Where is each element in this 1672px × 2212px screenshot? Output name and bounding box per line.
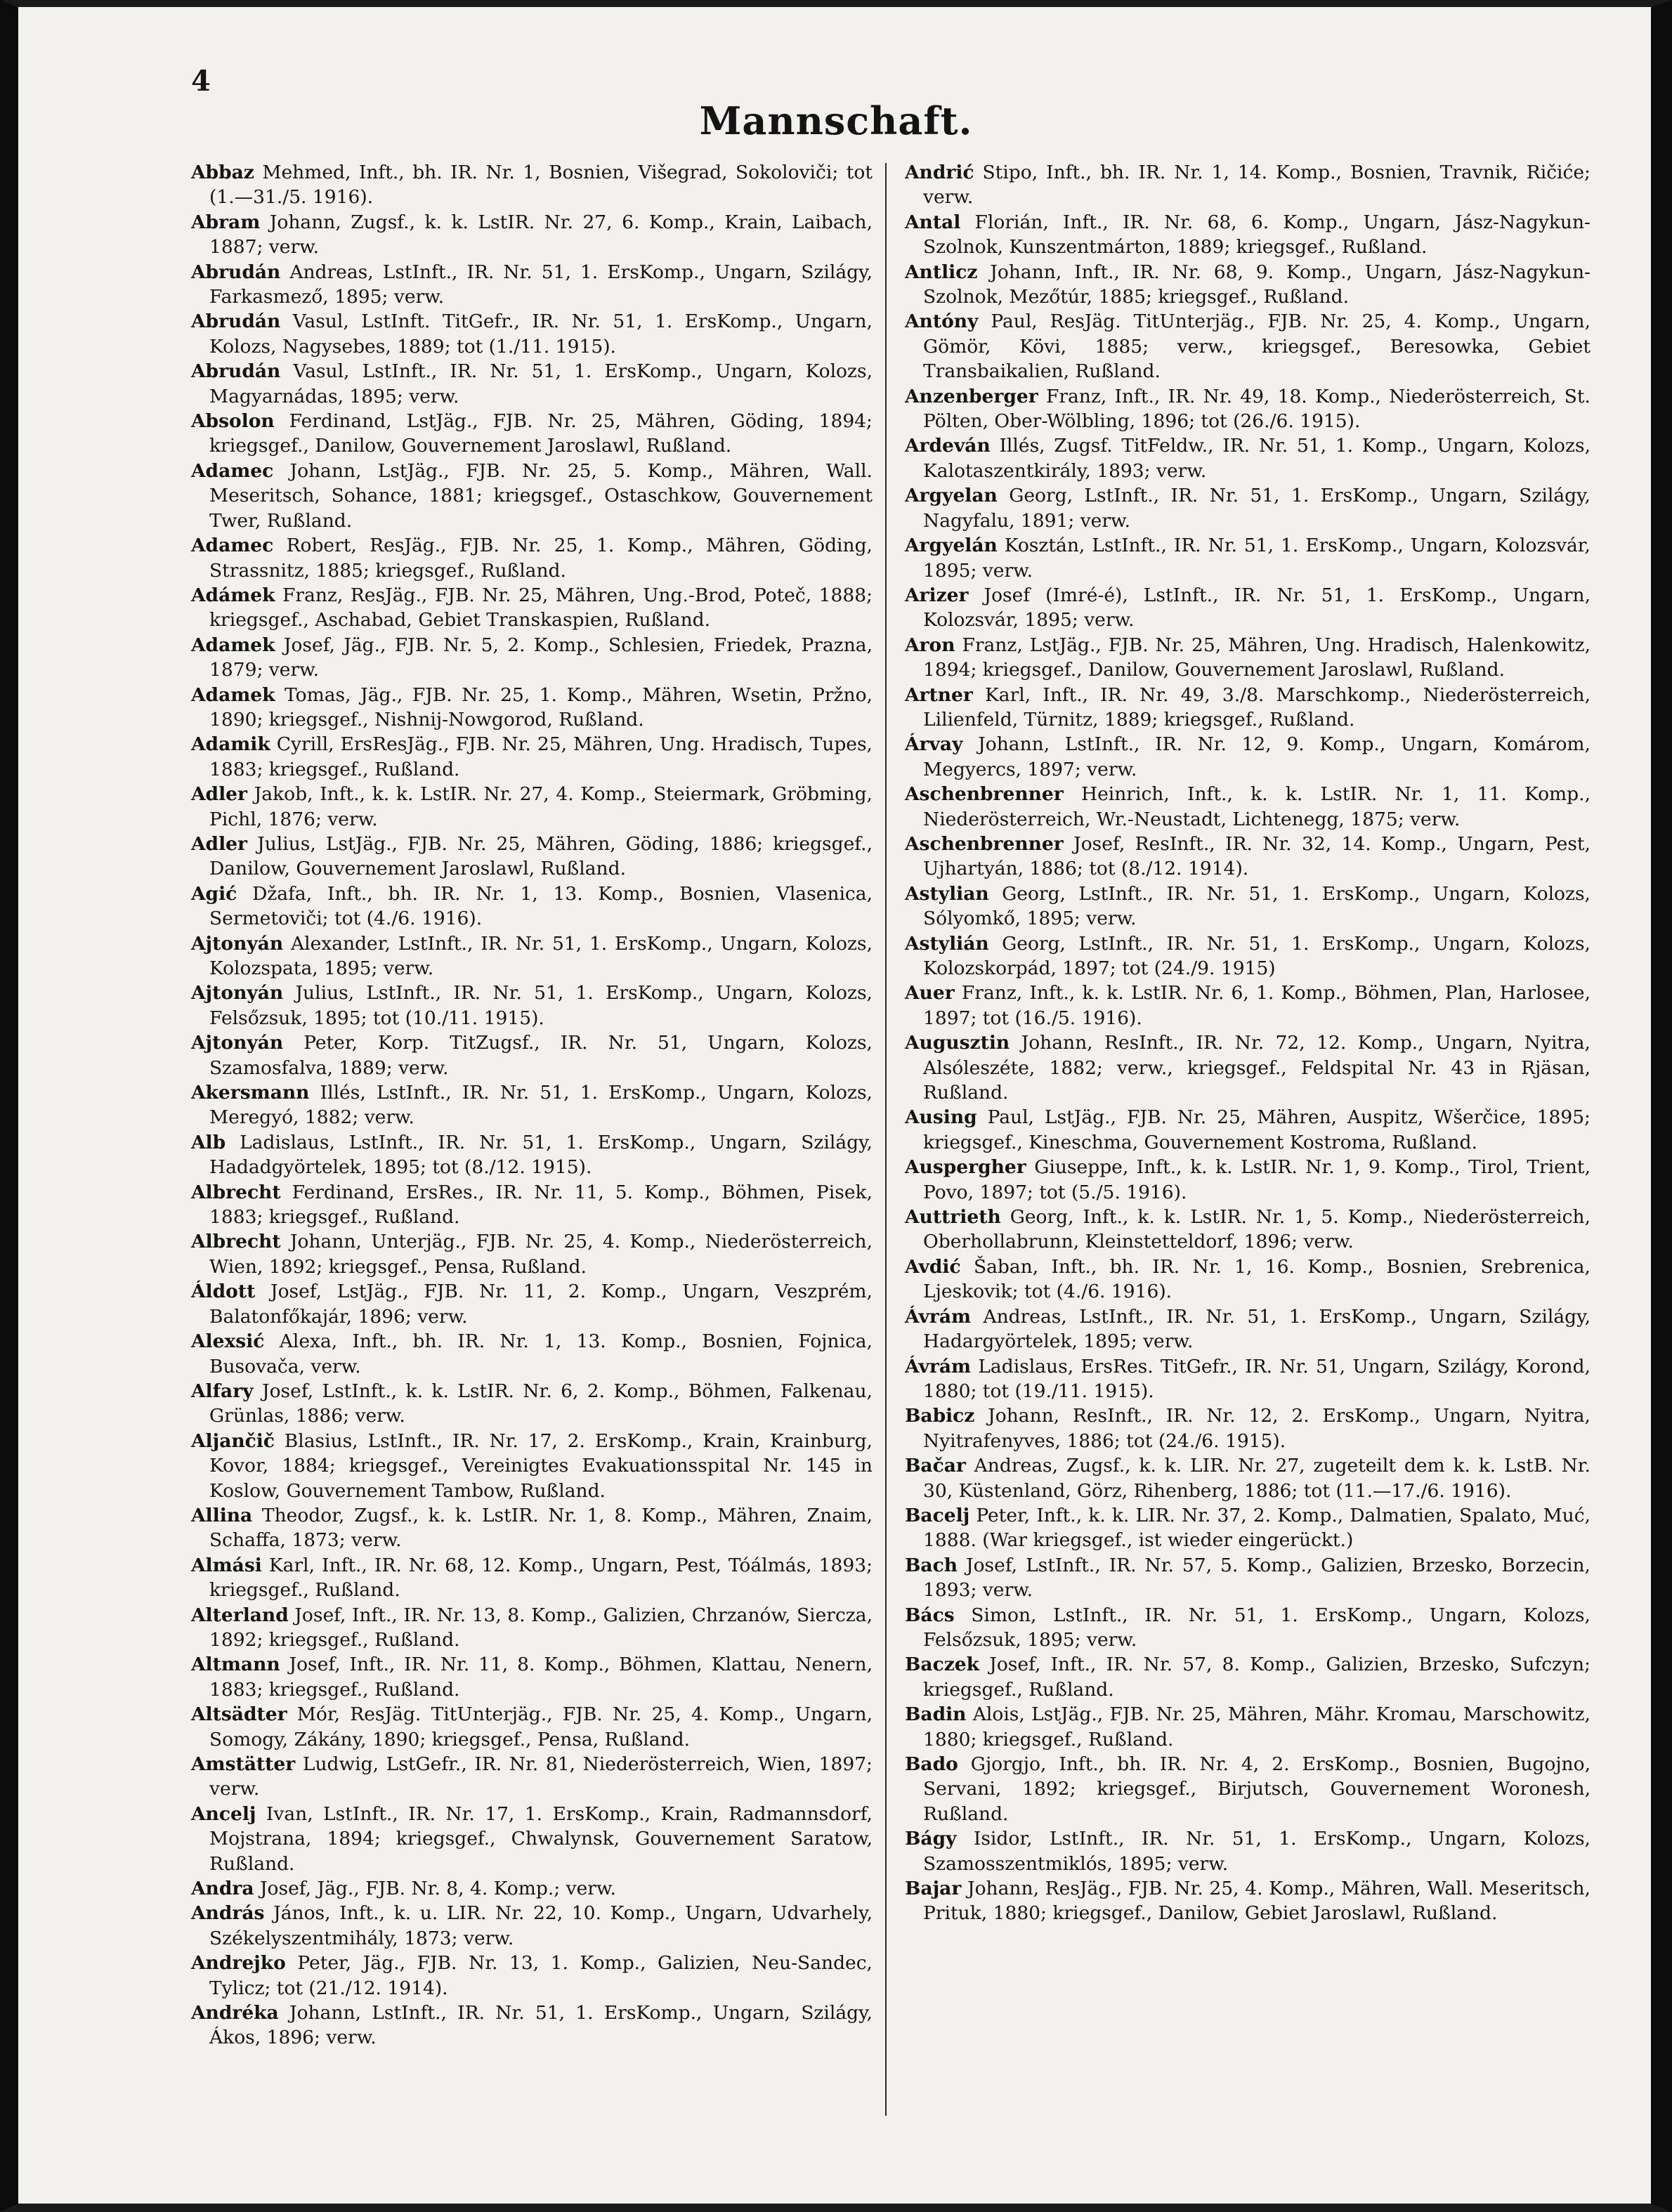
entry-surname: Antóny xyxy=(905,310,979,333)
entry-surname: Badin xyxy=(905,1703,967,1726)
entry-details: Džafa, Inft., bh. IR. Nr. 1, 13. Komp., Bosnien, Vlasenica, Sermetoviči; tot (4./6. 1916). xyxy=(209,882,873,930)
entry-surname: Arizer xyxy=(905,584,969,606)
entry-surname: András xyxy=(191,1902,265,1925)
entry-surname: Andréka xyxy=(191,2002,279,2024)
entry-details: Mehmed, Inft., bh. IR. Nr. 1, Bosnien, Višegrad, Sokoloviči; tot (1.—31./5. 1916). xyxy=(209,162,873,209)
entry-surname: Bacelj xyxy=(905,1504,970,1526)
roster-entry xyxy=(191,1080,873,1130)
entry-surname: Altmann xyxy=(191,1654,280,1676)
entry-details: Johann, Unterjäg., FJB. Nr. 25, 4. Komp., Niederösterreich, Wien, 1892; kriegsgef., Pensa, Rußland. xyxy=(209,1231,873,1278)
entry-surname: Aron xyxy=(905,634,955,656)
roster-entry xyxy=(905,732,1591,782)
roster-entry xyxy=(191,1702,873,1752)
entry-details: Ivan, LstInft., IR. Nr. 17, 1. ErsKomp., Krain, Radmannsdorf, Mojstrana, 1894; kriegsgef., Chwalynsk, Gouvernement Saratow, Rußland. xyxy=(209,1802,873,1875)
roster-entry xyxy=(905,1255,1591,1304)
roster-entry xyxy=(191,931,873,981)
entry-surname: Argyelán xyxy=(905,535,998,557)
roster-entry xyxy=(905,1752,1591,1826)
roster-entry xyxy=(191,1951,873,2001)
roster-entry xyxy=(905,260,1591,310)
entry-details: Johann, ResJäg., FJB. Nr. 25, 4. Komp., Mähren, Wall. Meseritsch, Prituk, 1880; kriegsgef., Danilow, Gebiet Jaroslawl, Rußland. xyxy=(923,1878,1591,1925)
entry-details: Isidor, LstInft., IR. Nr. 51, 1. ErsKomp., Ungarn, Kolozs, Szamosszentmiklós, 1895; verw. xyxy=(923,1828,1591,1875)
entry-surname: Adler xyxy=(191,783,247,806)
roster-entry xyxy=(905,931,1591,981)
entry-details: Simon, LstInft., IR. Nr. 51, 1. ErsKomp., Ungarn, Kolozs, Felsőzsuk, 1895; verw. xyxy=(923,1604,1591,1651)
entry-details: Illés, LstInft., IR. Nr. 51, 1. ErsKomp., Ungarn, Kolozs, Meregyó, 1882; verw. xyxy=(209,1082,873,1129)
entry-surname: Baczek xyxy=(905,1654,979,1676)
entry-details: Illés, Zugsf. TitFeldw., IR. Nr. 51, 1. Komp., Ungarn, Kolozs, Kalotaszentkirály, 1893; verw. xyxy=(923,435,1591,482)
roster-entry xyxy=(191,409,873,459)
roster-entry xyxy=(905,433,1591,483)
entry-details: Josef (Imré-é), LstInft., IR. Nr. 51, 1. ErsKomp., Ungarn, Kolozsvár, 1895; verw. xyxy=(923,584,1591,631)
roster-entry xyxy=(191,732,873,782)
entry-surname: Antlicz xyxy=(905,261,978,283)
roster-entry xyxy=(905,1205,1591,1255)
entry-surname: Andrić xyxy=(905,162,974,183)
roster-entry xyxy=(191,260,873,310)
entry-details: Josef, ResInft., IR. Nr. 32, 14. Komp., Ungarn, Pest, Ujhartyán, 1886; tot (8./12. 1914). xyxy=(923,832,1591,880)
entry-surname: Agić xyxy=(191,882,237,905)
entry-surname: Aschenbrenner xyxy=(905,832,1064,855)
entry-surname: Ancelj xyxy=(191,1802,256,1825)
roster-entry xyxy=(191,459,873,533)
entry-details: Franz, Inft., IR. Nr. 49, 18. Komp., Niederösterreich, St. Pölten, Ober-Wölbling, 1896; tot (26./6. 1915). xyxy=(923,385,1591,433)
entry-details: Theodor, Zugsf., k. k. LstIR. Nr. 1, 8. Komp., Mähren, Znaim, Schaffa, 1873; verw. xyxy=(209,1504,873,1552)
roster-entry xyxy=(191,981,873,1030)
entry-details: Florián, Inft., IR. Nr. 68, 6. Komp., Ungarn, Jász-Nagykun-Szolnok, Kunszentmárton, 1889; kriegsgef., Rußland. xyxy=(923,211,1591,258)
column-divider xyxy=(885,163,887,2116)
roster-entry xyxy=(905,1876,1591,1926)
entry-details: Julius, LstJäg., FJB. Nr. 25, Mähren, Göding, 1886; kriegsgef., Danilow, Gouvernement Jaroslawl, Rußland. xyxy=(209,832,873,880)
roster-entry xyxy=(191,1652,873,1702)
entry-surname: Aschenbrenner xyxy=(905,783,1064,806)
entry-surname: Adler xyxy=(191,832,247,855)
entry-details: Josef, Jäg., FJB. Nr. 5, 2. Komp., Schlesien, Friedek, Prazna, 1879; verw. xyxy=(209,634,873,681)
entry-surname: Áldott xyxy=(191,1281,256,1303)
roster-entry xyxy=(191,1229,873,1279)
entry-surname: Ávrám xyxy=(905,1355,972,1377)
roster-entry xyxy=(191,1802,873,1876)
roster-entry xyxy=(191,359,873,409)
entry-details: Vasul, LstInft. TitGefr., IR. Nr. 51, 1. ErsKomp., Ungarn, Kolozs, Nagysebes, 1889; tot (1./11. 1915). xyxy=(209,310,873,358)
roster-entry xyxy=(905,882,1591,931)
entry-details: Andreas, LstInft., IR. Nr. 51, 1. ErsKomp., Ungarn, Szilágy, Farkasmező, 1895; verw. xyxy=(209,261,873,308)
roster-entry xyxy=(905,1553,1591,1603)
page-number: 4 xyxy=(191,65,211,98)
roster-entry xyxy=(905,832,1591,882)
entry-details: Stipo, Inft., bh. IR. Nr. 1, 14. Komp., Bosnien, Travnik, Ričiće; verw. xyxy=(923,162,1591,209)
roster-entry xyxy=(191,1876,873,1901)
entry-details: Ladislaus, LstInft., IR. Nr. 51, 1. ErsKomp., Ungarn, Szilágy, Hadadgyörtelek, 1895; tot (8./12. 1915). xyxy=(209,1131,873,1179)
entry-surname: Andrejko xyxy=(191,1952,286,1975)
entry-details: Vasul, LstInft., IR. Nr. 51, 1. ErsKomp., Ungarn, Kolozs, Magyarnádas, 1895; verw. xyxy=(209,360,873,407)
entry-details: Ludwig, LstGefr., IR. Nr. 81, Niederösterreich, Wien, 1897; verw. xyxy=(209,1753,873,1800)
entry-details: Josef, LstJäg., FJB. Nr. 11, 2. Komp., Ungarn, Veszprém, Balatonfőkajár, 1896; verw. xyxy=(209,1281,873,1328)
entry-details: Alois, LstJäg., FJB. Nr. 25, Mähren, Mähr. Kromau, Marschowitz, 1880; kriegsgef., Rußland. xyxy=(923,1703,1591,1750)
entry-details: Paul, LstJäg., FJB. Nr. 25, Mähren, Auspitz, Wšerčice, 1895; kriegsgef., Kineschma, Gouvernement Kostroma, Rußland. xyxy=(923,1106,1591,1153)
roster-entry xyxy=(905,1304,1591,1354)
entry-details: Georg, LstInft., IR. Nr. 51, 1. ErsKomp., Ungarn, Kolozs, Kolozskorpád, 1897; tot (24./9. 1915) xyxy=(923,932,1591,979)
entry-surname: Argyelan xyxy=(905,485,998,507)
entry-details: Franz, LstJäg., FJB. Nr. 25, Mähren, Ung. Hradisch, Halenkowitz, 1894; kriegsgef., Danilow, Gouvernement Jaroslawl, Rußland. xyxy=(923,634,1591,681)
entry-surname: Alexsić xyxy=(191,1330,265,1353)
entry-details: Jakob, Inft., k. k. LstIR. Nr. 27, 4. Komp., Steiermark, Gröbming, Pichl, 1876; verw. xyxy=(209,783,873,830)
roster-entry xyxy=(191,1603,873,1653)
entry-surname: Ajtonyán xyxy=(191,1032,284,1054)
entry-details: Giuseppe, Inft., k. k. LstIR. Nr. 1, 9. Komp., Tirol, Trient, Povo, 1897; tot (5./5. 1916). xyxy=(923,1156,1591,1203)
entry-details: Georg, Inft., k. k. LstIR. Nr. 1, 5. Komp., Niederösterreich, Oberhollabrunn, Kleinstetteldorf, 1896; verw. xyxy=(923,1206,1591,1253)
roster-entry xyxy=(191,1752,873,1802)
entry-details: Ladislaus, ErsRes. TitGefr., IR. Nr. 51, Ungarn, Szilágy, Korond, 1880; tot (19./11. 1915). xyxy=(923,1355,1591,1402)
entry-details: Johann, ResInft., IR. Nr. 72, 12. Komp., Ungarn, Nyitra, Alsóleszéte, 1882; verw., kriegsgef., Feldspital Nr. 43 in Rjäsan, Rußland. xyxy=(923,1032,1591,1104)
left-column xyxy=(191,160,873,2050)
entry-details: Josef, Jäg., FJB. Nr. 8, 4. Komp.; verw. xyxy=(259,1878,616,1900)
roster-entry xyxy=(191,683,873,733)
roster-entry xyxy=(191,210,873,260)
roster-entry xyxy=(905,1702,1591,1752)
section-title: Mannschaft. xyxy=(699,98,973,143)
roster-entry xyxy=(905,683,1591,733)
roster-entry xyxy=(191,160,873,210)
entry-details: Johann, LstJäg., FJB. Nr. 25, 5. Komp., Mähren, Wall. Meseritsch, Sohance, 1881; kriegsgef., Ostaschkow, Gouvernement Twer, Rußland. xyxy=(209,459,873,532)
entry-surname: Astylian xyxy=(905,882,989,905)
roster-entry xyxy=(905,583,1591,633)
roster-entry xyxy=(905,210,1591,260)
entry-details: Franz, ResJäg., FJB. Nr. 25, Mähren, Ung.-Brod, Poteč, 1888; kriegsgef., Aschabad, Gebiet Transkaspien, Rußland. xyxy=(209,584,873,631)
roster-entry xyxy=(905,160,1591,210)
roster-entry xyxy=(191,1279,873,1329)
roster-entry xyxy=(905,1354,1591,1404)
entry-surname: Adámek xyxy=(191,584,275,606)
entry-surname: Amstätter xyxy=(191,1753,296,1775)
entry-surname: Almási xyxy=(191,1554,262,1576)
entry-details: Johann, ResInft., IR. Nr. 12, 2. ErsKomp., Ungarn, Nyitra, Nyitrafenyves, 1886; tot (24./6. 1915). xyxy=(923,1405,1591,1452)
roster-entry xyxy=(191,309,873,359)
entry-details: Josef, Inft., IR. Nr. 57, 8. Komp., Galizien, Brzesko, Sufczyn; kriegsgef., Rußland. xyxy=(923,1654,1591,1701)
entry-surname: Adamec xyxy=(191,459,274,482)
entry-surname: Bado xyxy=(905,1753,958,1775)
entry-surname: Auer xyxy=(905,982,955,1004)
entry-details: Johann, Zugsf., k. k. LstIR. Nr. 27, 6. Komp., Krain, Laibach, 1887; verw. xyxy=(209,211,873,258)
roster-entry xyxy=(905,633,1591,683)
entry-details: Mór, ResJäg. TitUnterjäg., FJB. Nr. 25, 4. Komp., Ungarn, Somogy, Zákány, 1890; kriegsgef., Pensa, Rußland. xyxy=(209,1703,873,1750)
entry-surname: Auspergher xyxy=(905,1156,1026,1179)
entry-details: Cyrill, ErsResJäg., FJB. Nr. 25, Mähren, Ung. Hradisch, Tupes, 1883; kriegsgef., Rußland. xyxy=(209,733,873,780)
entry-details: Alexa, Inft., bh. IR. Nr. 1, 13. Komp., Bosnien, Fojnica, Busovača, verw. xyxy=(209,1330,873,1377)
entry-surname: Artner xyxy=(905,683,973,706)
entry-surname: Avdić xyxy=(905,1255,961,1278)
entry-surname: Abrudán xyxy=(191,360,281,383)
roster-entry xyxy=(905,309,1591,384)
entry-details: Josef, LstInft., k. k. LstIR. Nr. 6, 2. Komp., Böhmen, Falkenau, Grünlas, 1886; verw. xyxy=(209,1380,873,1427)
entry-details: Heinrich, Inft., k. k. LstIR. Nr. 1, 11. Komp., Niederösterreich, Wr.-Neustadt, Lichtenegg, 1875; verw. xyxy=(923,783,1591,830)
entry-surname: Abram xyxy=(191,211,261,233)
entry-surname: Bajar xyxy=(905,1878,962,1900)
entry-details: Georg, LstInft., IR. Nr. 51, 1. ErsKomp., Ungarn, Szilágy, Nagyfalu, 1891; verw. xyxy=(923,485,1591,532)
entry-details: Peter, Korp. TitZugsf., IR. Nr. 51, Ungarn, Kolozs, Szamosfalva, 1889; verw. xyxy=(209,1032,873,1079)
entry-details: Andreas, Zugsf., k. k. LIR. Nr. 27, zugeteilt dem k. k. LstB. Nr. 30, Küstenland, Görz, Rihenberg, 1886; tot (11.—17./6. 1916). xyxy=(923,1455,1591,1502)
roster-entry xyxy=(905,782,1591,832)
entry-surname: Adamek xyxy=(191,683,275,706)
entry-surname: Astylián xyxy=(905,932,989,955)
roster-entry xyxy=(191,1030,873,1080)
roster-entry xyxy=(191,1130,873,1180)
roster-entry xyxy=(191,583,873,633)
roster-entry xyxy=(905,1453,1591,1503)
entry-details: Šaban, Inft., bh. IR. Nr. 1, 16. Komp., Bosnien, Srebrenica, Ljeskovik; tot (4./6. 1916). xyxy=(923,1255,1591,1303)
entry-surname: Akersmann xyxy=(191,1082,310,1104)
roster-entry xyxy=(191,1180,873,1230)
entry-details: Andreas, LstInft., IR. Nr. 51, 1. ErsKomp., Ungarn, Szilágy, Hadargyörtelek, 1895; verw. xyxy=(923,1305,1591,1353)
entry-surname: Allina xyxy=(191,1504,253,1526)
roster-entry xyxy=(191,2001,873,2050)
roster-entry xyxy=(905,981,1591,1030)
roster-entry xyxy=(905,1652,1591,1702)
entry-surname: Ardeván xyxy=(905,435,991,457)
entry-surname: Abrudán xyxy=(191,310,281,333)
entry-surname: Adamik xyxy=(191,733,270,756)
entry-details: Julius, LstInft., IR. Nr. 51, 1. ErsKomp., Ungarn, Kolozs, Felsőzsuk, 1895; tot (10./11. 1915). xyxy=(209,982,873,1029)
entry-surname: Abbaz xyxy=(191,162,254,183)
entry-surname: Adamek xyxy=(191,634,275,656)
roster-entry xyxy=(191,1379,873,1429)
entry-details: Karl, Inft., IR. Nr. 68, 12. Komp., Ungarn, Pest, Tóálmás, 1893; kriegsgef., Rußland. xyxy=(209,1554,873,1602)
entry-details: Robert, ResJäg., FJB. Nr. 25, 1. Komp., Mähren, Göding, Strassnitz, 1885; kriegsgef., Rußland. xyxy=(209,535,873,582)
roster-entry xyxy=(905,1030,1591,1105)
roster-entry xyxy=(905,1826,1591,1876)
roster-entry xyxy=(191,1429,873,1503)
roster-entry xyxy=(191,633,873,683)
roster-entry xyxy=(191,782,873,832)
roster-entry xyxy=(905,1603,1591,1653)
entry-surname: Alterland xyxy=(191,1604,289,1626)
entry-details: Josef, Inft., IR. Nr. 11, 8. Komp., Böhmen, Klattau, Nenern, 1883; kriegsgef., Rußland. xyxy=(209,1654,873,1701)
roster-entry xyxy=(905,1105,1591,1155)
entry-surname: Augusztin xyxy=(905,1032,1010,1054)
entry-surname: Ausing xyxy=(905,1106,977,1129)
entry-surname: Ávrám xyxy=(905,1305,972,1328)
entry-surname: Árvay xyxy=(905,733,963,756)
right-column xyxy=(905,160,1591,1926)
roster-entry xyxy=(905,384,1591,434)
entry-details: Ferdinand, LstJäg., FJB. Nr. 25, Mähren, Göding, 1894; kriegsgef., Danilow, Gouvernement Jaroslawl, Rußland. xyxy=(209,410,873,457)
entry-surname: Anzenberger xyxy=(905,385,1038,407)
entry-details: Josef, Inft., IR. Nr. 13, 8. Komp., Galizien, Chrzanów, Siercza, 1892; kriegsgef., Rußland. xyxy=(209,1604,873,1651)
entry-surname: Aljančič xyxy=(191,1429,275,1452)
entry-details: Johann, Inft., IR. Nr. 68, 9. Komp., Ungarn, Jász-Nagykun-Szolnok, Mezőtúr, 1885; kriegsgef., Rußland. xyxy=(923,261,1591,308)
entry-details: Paul, ResJäg. TitUnterjäg., FJB. Nr. 25, 4. Komp., Ungarn, Gömör, Kövi, 1885; verw., kriegsgef., Beresowka, Gebiet Transbaikalien, Rußland. xyxy=(923,310,1591,383)
entry-details: Johann, LstInft., IR. Nr. 51, 1. ErsKomp., Ungarn, Szilágy, Ákos, 1896; verw. xyxy=(209,2002,873,2049)
entry-details: Josef, LstInft., IR. Nr. 57, 5. Komp., Galizien, Brzesko, Borzecin, 1893; verw. xyxy=(923,1554,1591,1602)
roster-entry xyxy=(191,1329,873,1379)
entry-details: Karl, Inft., IR. Nr. 49, 3./8. Marschkomp., Niederösterreich, Lilienfeld, Türnitz, 1889; kriegsgef., Rußland. xyxy=(923,683,1591,731)
entry-details: Tomas, Jäg., FJB. Nr. 25, 1. Komp., Mähren, Wsetin, Pržno, 1890; kriegsgef., Nishnij-Nowgorod, Rußland. xyxy=(209,683,873,731)
roster-entry xyxy=(191,1553,873,1603)
entry-details: Peter, Jäg., FJB. Nr. 13, 1. Komp., Galizien, Neu-Sandec, Tylicz; tot (21./12. 1914). xyxy=(209,1952,873,1999)
roster-entry xyxy=(905,1503,1591,1553)
entry-details: Georg, LstInft., IR. Nr. 51, 1. ErsKomp., Ungarn, Kolozs, Sólyomkő, 1895; verw. xyxy=(923,882,1591,930)
roster-entry xyxy=(191,832,873,882)
entry-surname: Bach xyxy=(905,1554,958,1576)
roster-entry xyxy=(191,1901,873,1951)
entry-details: Peter, Inft., k. k. LIR. Nr. 37, 2. Komp., Dalmatien, Spalato, Muć, 1888. (War kriegsgef., ist wieder eingerückt.) xyxy=(923,1504,1591,1552)
entry-surname: Albrecht xyxy=(191,1231,281,1253)
entry-surname: Alb xyxy=(191,1131,226,1153)
roster-entry xyxy=(191,1503,873,1553)
entry-details: Kosztán, LstInft., IR. Nr. 51, 1. ErsKomp., Ungarn, Kolozsvár, 1895; verw. xyxy=(923,535,1591,582)
entry-surname: Abrudán xyxy=(191,261,281,283)
entry-surname: Bačar xyxy=(905,1455,966,1477)
roster-entry xyxy=(191,533,873,583)
entry-surname: Antal xyxy=(905,211,961,233)
entry-surname: Altsädter xyxy=(191,1703,287,1726)
entry-details: János, Inft., k. u. LIR. Nr. 22, 10. Komp., Ungarn, Udvarhely, Székelyszentmihály, 1873; verw. xyxy=(209,1902,873,1949)
entry-surname: Ajtonyán xyxy=(191,982,284,1004)
entry-surname: Andra xyxy=(191,1878,254,1900)
entry-surname: Auttrieth xyxy=(905,1206,1001,1229)
entry-surname: Albrecht xyxy=(191,1181,281,1203)
roster-entry xyxy=(905,1403,1591,1453)
entry-details: Gjorgjo, Inft., bh. IR. Nr. 4, 2. ErsKomp., Bosnien, Bugojno, Servani, 1892; kriegsgef., Birjutsch, Gouvernement Woronesh, Rußland. xyxy=(923,1753,1591,1825)
entry-details: Franz, Inft., k. k. LstIR. Nr. 6, 1. Komp., Böhmen, Plan, Harlosee, 1897; tot (16./5. 1916). xyxy=(923,982,1591,1029)
entry-details: Blasius, LstInft., IR. Nr. 17, 2. ErsKomp., Krain, Krainburg, Kovor, 1884; kriegsgef., Vereinigtes Evakuationsspital Nr. 145 in Koslow, Gouvernement Tambow, Rußland. xyxy=(209,1429,873,1502)
entry-surname: Bács xyxy=(905,1604,955,1626)
entry-details: Alexander, LstInft., IR. Nr. 51, 1. ErsKomp., Ungarn, Kolozs, Kolozspata, 1895; verw. xyxy=(209,932,873,979)
roster-entry xyxy=(905,533,1591,583)
entry-surname: Adamec xyxy=(191,535,274,557)
entry-surname: Bágy xyxy=(905,1828,957,1850)
entry-details: Ferdinand, ErsRes., IR. Nr. 11, 5. Komp., Böhmen, Pisek, 1883; kriegsgef., Rußland. xyxy=(209,1181,873,1229)
roster-entry xyxy=(905,483,1591,533)
entry-surname: Alfary xyxy=(191,1380,254,1402)
roster-entry xyxy=(905,1155,1591,1205)
roster-entry xyxy=(191,882,873,931)
entry-details: Johann, LstInft., IR. Nr. 12, 9. Komp., Ungarn, Komárom, Megyercs, 1897; verw. xyxy=(923,733,1591,780)
entry-surname: Babicz xyxy=(905,1405,975,1427)
entry-surname: Absolon xyxy=(191,410,275,433)
entry-surname: Ajtonyán xyxy=(191,932,284,955)
